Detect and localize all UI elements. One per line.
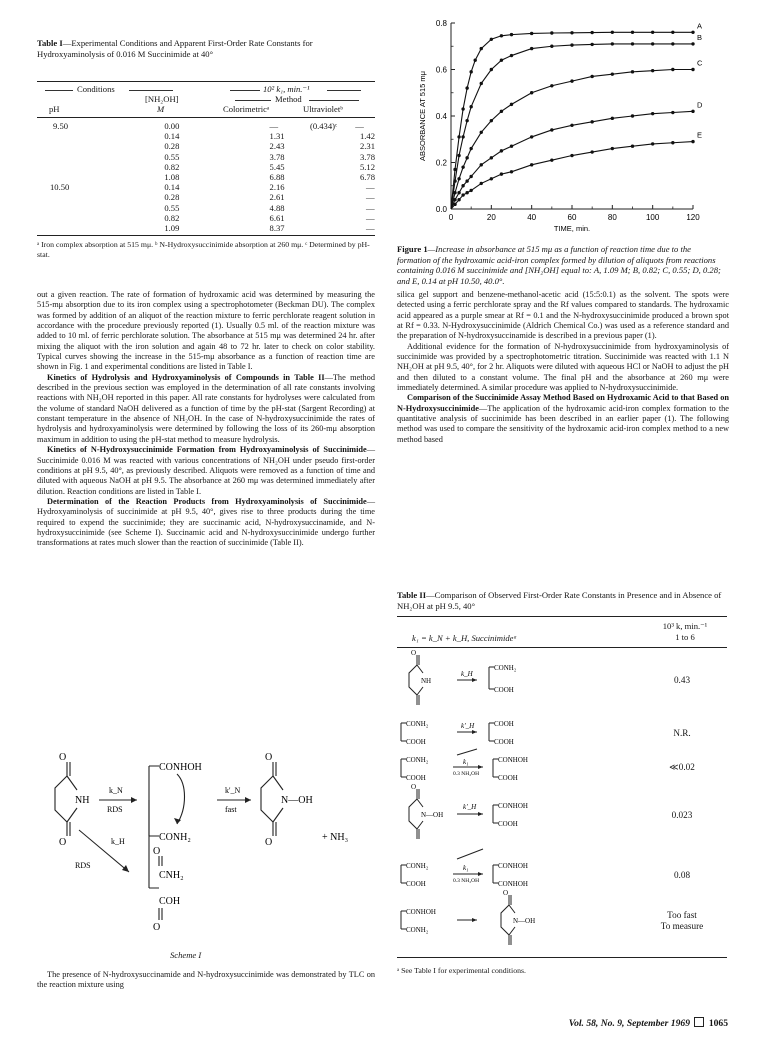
table-row xyxy=(37,141,375,151)
cell-uv: 1.42 xyxy=(359,131,375,142)
figure1-chart xyxy=(395,15,715,240)
cell-conc: 1.09 xyxy=(164,223,180,234)
cell-conc: 0.28 xyxy=(164,192,180,203)
cell-ph xyxy=(37,141,116,151)
scheme-o-6: O xyxy=(153,922,161,933)
cell-col: 6.61 xyxy=(269,212,285,223)
cell-conc: 0.28 xyxy=(164,141,180,152)
table1-caption xyxy=(37,38,377,59)
y-tick-label: 0.6 xyxy=(435,65,447,75)
cell-uv: (0.434)ᶜ xyxy=(309,121,338,131)
cell-uv: 2.31 xyxy=(359,141,375,152)
cell-uv: — xyxy=(365,182,375,193)
data-point-a xyxy=(530,32,533,35)
table-row xyxy=(37,192,375,202)
data-point-b xyxy=(550,45,553,48)
t2-o-4: O xyxy=(411,783,417,791)
x-tick-label: 100 xyxy=(645,213,660,222)
series-line-c xyxy=(451,70,693,210)
method-dash-right xyxy=(309,100,359,101)
t2-rate-2: N.R. xyxy=(673,728,691,738)
table-row xyxy=(37,152,375,162)
t2-cond-3: 0.3 NH₂OH xyxy=(453,771,480,777)
page-number: 1065 xyxy=(708,1018,728,1029)
t2-r1-2: COOH xyxy=(494,720,514,728)
data-point-b xyxy=(570,43,573,46)
t2-l1-3: CONH₂ xyxy=(406,756,429,764)
data-point-e xyxy=(480,182,483,185)
cell-col: 2.61 xyxy=(269,192,285,203)
head-ph: pH xyxy=(49,104,60,114)
y-tick-label: 0.2 xyxy=(435,158,447,168)
t2-l1-6: CONHOH xyxy=(406,908,436,916)
head-conditions: Conditions xyxy=(77,84,115,94)
data-point-c xyxy=(530,91,533,94)
data-point-d xyxy=(490,156,493,159)
table-row xyxy=(37,162,375,172)
data-point-a xyxy=(691,31,694,34)
head-m: M xyxy=(157,104,165,114)
data-point-c xyxy=(469,147,472,150)
method-dash-left xyxy=(235,100,271,101)
left-heading-3: Kinetics of N-Hydroxysuccinimide Formation from Hydroxyaminolysis of Succinimide xyxy=(47,445,367,455)
data-point-a xyxy=(570,31,573,34)
data-point-a xyxy=(590,31,593,34)
t2-k-4: k'_H xyxy=(463,803,477,811)
y-tick-label: 0.8 xyxy=(435,19,447,28)
table1-caption-label: Table I xyxy=(37,38,63,48)
data-point-a xyxy=(465,86,468,89)
t2-r1-1: CONH₂ xyxy=(494,664,517,672)
table2-caption-label: Table II xyxy=(397,590,427,600)
x-tick-label: 60 xyxy=(567,213,577,222)
cell-col: 3.78 xyxy=(269,151,285,162)
y-axis-label: ABSORBANCE AT 515 mμ xyxy=(418,71,427,161)
data-point-b xyxy=(453,179,456,182)
data-point-a xyxy=(631,31,634,34)
t2-noh-6: N—OH xyxy=(513,917,536,925)
data-point-e xyxy=(453,203,456,206)
table-row xyxy=(37,131,375,141)
data-point-e xyxy=(691,140,694,143)
cell-col: 4.88 xyxy=(269,202,285,213)
data-point-d xyxy=(691,110,694,113)
t2-r1-4: CONHOH xyxy=(498,802,528,810)
data-point-e xyxy=(469,189,472,192)
data-point-e xyxy=(465,191,468,194)
scheme-cnh2: CNH₂ xyxy=(159,870,184,881)
data-point-b xyxy=(510,54,513,57)
data-point-a xyxy=(457,135,460,138)
scheme-kn2: k'_N xyxy=(225,786,241,795)
x-axis-label: TIME, min. xyxy=(553,224,591,233)
cell-ph: 9.50 xyxy=(53,121,69,131)
t2-noh-4: N—OH xyxy=(421,811,444,819)
cell-ph: 10.50 xyxy=(50,182,70,193)
data-point-d xyxy=(570,124,573,127)
scheme-o-5: O xyxy=(153,846,161,857)
cell-col: 1.31 xyxy=(269,131,285,142)
data-point-d xyxy=(453,198,456,201)
series-label-e: E xyxy=(697,130,703,140)
scheme-nh: NH xyxy=(75,795,90,806)
cell-conc: 0.14 xyxy=(164,131,180,142)
data-point-b xyxy=(671,42,674,45)
scheme-coh: COH xyxy=(159,896,181,907)
data-point-e xyxy=(500,172,503,175)
scheme-noh: N—OH xyxy=(281,795,313,806)
table-row xyxy=(37,121,375,131)
figure1-caption-text: —Increase in absorbance at 515 mμ as a function of reaction time due to the formation of the hydroxamic acid-iron complex formed by dilution of aliquots from reactions containing 0.016 M succinimide and [NH₂OH] equal to: A, 1.09 M; B, 0.82; C, 0.55; D, 0.28; and E, 0.14 at pH 10.50, 40.0°. xyxy=(397,244,721,286)
series-label-c: C xyxy=(697,58,703,68)
data-point-c xyxy=(457,177,460,180)
x-tick-label: 40 xyxy=(527,213,537,222)
page-footer xyxy=(569,1017,728,1029)
t2-rate-3: ≪0.02 xyxy=(669,762,695,772)
left-heading-2: Kinetics of Hydrolysis and Hydroxyaminolysis of Compounds in Table II xyxy=(47,372,325,382)
table2-mid-rule xyxy=(397,647,727,648)
rate-dash-left xyxy=(230,90,260,91)
cell-ph xyxy=(37,152,116,162)
data-point-e xyxy=(490,177,493,180)
data-point-a xyxy=(671,31,674,34)
y-tick-label: 0.0 xyxy=(435,205,447,214)
conditions-dash-right xyxy=(129,90,173,91)
t2-r2-5: CONHOH xyxy=(498,880,528,888)
left-p4: —Hydroxyaminolysis of succinimide at pH 9.5, 40°, gives rise to three products during the time required to expend the succinimide; they are succinamic acid, N-hydroxysuccinamide, and N-hydroxysuccinimide (see Scheme I). Succinamic acid and N-hydroxysuccinimide undergo further transformations at rates much slower than the reaction of succinimide (Table II). xyxy=(37,496,375,548)
table1-body xyxy=(37,121,375,233)
series-label-b: B xyxy=(697,32,703,42)
head-colorimetric: Colorimetricᵃ xyxy=(223,104,270,114)
t2-l2-3: COOH xyxy=(406,774,426,782)
series-label-d: D xyxy=(697,100,703,110)
data-point-a xyxy=(611,31,614,34)
scheme-o-3: O xyxy=(265,752,273,763)
rate-dash-right xyxy=(327,90,361,91)
t2-rate-6b: To measure xyxy=(660,921,704,931)
table1-footnote: ᵃ Iron complex absorption at 515 mμ. ᵇ N-Hydroxysuccinimide absorption at 260 mμ. ᶜ Determined by pH-stat. xyxy=(37,240,370,259)
data-point-e xyxy=(550,158,553,161)
table2-head-right1: 10³ k, min.⁻¹ xyxy=(662,621,708,631)
data-point-e xyxy=(570,154,573,157)
t2-o-6: O xyxy=(503,889,509,897)
cell-col: 2.16 xyxy=(269,182,285,193)
data-point-e xyxy=(530,163,533,166)
x-tick-label: 0 xyxy=(448,213,454,222)
t2-rate-4: 0.023 xyxy=(671,810,693,820)
cell-uv: — xyxy=(365,202,375,213)
table2-head-right2: 1 to 6 xyxy=(675,632,695,642)
data-point-a xyxy=(474,59,477,62)
data-point-a xyxy=(500,34,503,37)
right-p3: —The application of the hydroxamic acid-iron complex formation to the quantitative analysis of succinimide has been described in an earlier paper (1). The following method was used to compare the sensitivity of the hydroxamic acid-iron complex method to a new method based xyxy=(397,403,729,444)
data-point-e xyxy=(590,150,593,153)
scheme-fast: fast xyxy=(225,805,237,814)
data-point-e xyxy=(671,141,674,144)
right-p2: Additional evidence for the formation of N-hydroxysuccinimide from hydroxyaminolysis of succinimide was provided by a spectrophotometric titration. Succinimide was reacted with 1.1 N NH₂OH at pH 9.5, 40°, for 2 hr. Aliquots were diluted with aqueous HCl or NaOH to adjust the pH and then diluted to a constant volume. The final pH and the absorbance at 260 mμ were immediately determined. A similar procedure was applied to N-hydroxysuccinimide. xyxy=(397,341,729,393)
table1-top-rule xyxy=(37,81,375,82)
series-line-a xyxy=(451,32,693,209)
data-point-b xyxy=(490,68,493,71)
data-point-b xyxy=(651,42,654,45)
table2-bottom-rule xyxy=(397,957,727,958)
table1-caption-text: —Experimental Conditions and Apparent First-Order Rate Constants for Hydroxyaminolysis of 0.016 M Succinimide at 40° xyxy=(37,38,313,59)
x-tick-label: 120 xyxy=(686,213,700,222)
t2-k-1: k_H xyxy=(461,670,473,678)
data-point-c xyxy=(590,75,593,78)
scheme-kn: k_N xyxy=(109,786,123,795)
conditions-dash-left xyxy=(45,90,73,91)
data-point-b xyxy=(530,47,533,50)
data-point-c xyxy=(631,70,634,73)
data-point-c xyxy=(510,103,513,106)
scheme-nh3: + NH₃ xyxy=(322,832,349,843)
scheme-rds-1: RDS xyxy=(107,805,123,814)
succinimide-structure xyxy=(55,762,77,836)
data-point-b xyxy=(480,82,483,85)
table-row xyxy=(37,213,375,223)
table-row xyxy=(37,223,375,233)
data-point-d xyxy=(469,175,472,178)
scheme-o-1: O xyxy=(59,752,67,763)
data-point-c xyxy=(570,79,573,82)
cell-ph xyxy=(37,213,116,223)
cell-col: — xyxy=(269,121,279,131)
t2-l2-6: CONH₂ xyxy=(406,926,429,934)
data-point-e xyxy=(631,145,634,148)
cell-ph xyxy=(37,131,116,141)
t2-r2-3: COOH xyxy=(498,774,518,782)
data-point-b xyxy=(465,119,468,122)
left-p3: —Succinimide 0.016 M was reacted with various concentrations of NH₂OH under pseudo first-order conditions at pH 9.5, 40°, as previously described. Aliquots were removed as a function of time and diluted with aqueous NaOH at pH 9.5. The absorbance at 260 mμ was determined immediately after dilution. Reaction conditions are listed in Table I. xyxy=(37,445,375,496)
head-nh2oh: [NH₂OH] xyxy=(145,94,179,104)
table-row xyxy=(37,203,375,213)
t2-k-5: k₁ xyxy=(463,864,469,872)
data-point-d xyxy=(530,135,533,138)
table2-caption-text: —Comparison of Observed First-Order Rate Constants in Presence and in Absence of NH₂OH at pH 9.5, 40° xyxy=(397,590,722,611)
cell-ph xyxy=(37,192,116,202)
cell-ph xyxy=(37,223,116,233)
table1-mid-rule xyxy=(37,117,375,118)
scheme1 xyxy=(37,748,375,948)
head-rate: 10² k₁, min.⁻¹ xyxy=(263,84,310,94)
x-tick-label: 80 xyxy=(607,213,617,222)
journal-ref: Vol. 58, No. 9, September 1969 xyxy=(568,1018,690,1029)
left-column-text xyxy=(37,290,375,549)
data-point-a xyxy=(469,70,472,73)
data-point-e xyxy=(457,198,460,201)
data-point-e xyxy=(611,147,614,150)
scheme-rds-2: RDS xyxy=(75,861,91,870)
cell-uv: — xyxy=(365,212,375,223)
data-point-b xyxy=(631,42,634,45)
cell-uv2: — xyxy=(355,121,364,131)
t2-r2-2: COOH xyxy=(494,738,514,746)
data-point-d xyxy=(461,184,464,187)
data-point-c xyxy=(461,165,464,168)
table-row xyxy=(37,182,375,192)
cell-uv: 6.78 xyxy=(359,172,375,183)
series-label-a: A xyxy=(697,21,703,31)
cell-col: 8.37 xyxy=(269,223,285,234)
data-point-c xyxy=(651,69,654,72)
cell-ph xyxy=(37,203,116,213)
cell-conc: 0.00 xyxy=(164,121,180,131)
t2-r1-5: CONHOH xyxy=(498,862,528,870)
data-point-c xyxy=(500,110,503,113)
cell-conc: 0.55 xyxy=(164,151,180,162)
scheme-conhoh: CONHOH xyxy=(159,762,202,773)
table2-footnote: ᵃ See Table I for experimental conditions. xyxy=(397,966,526,975)
data-point-b xyxy=(461,135,464,138)
cell-uv: 5.12 xyxy=(359,161,375,172)
cell-uv: 3.78 xyxy=(359,151,375,162)
cell-uv: — xyxy=(365,223,375,234)
head-ultraviolet: Ultravioletᵇ xyxy=(303,104,343,114)
y-tick-label: 0.4 xyxy=(435,112,447,121)
cell-ph xyxy=(37,172,116,182)
cell-col: 6.88 xyxy=(269,172,285,183)
data-point-a xyxy=(550,31,553,34)
t2-k-3: k₁ xyxy=(463,758,469,766)
cell-conc: 1.08 xyxy=(164,172,180,183)
data-point-d xyxy=(651,112,654,115)
data-point-d xyxy=(480,163,483,166)
table2-caption xyxy=(397,590,729,611)
scheme1-caption: Scheme I xyxy=(170,950,202,960)
right-column-text xyxy=(397,290,729,445)
t2-r2-4: COOH xyxy=(498,820,518,828)
data-point-d xyxy=(631,114,634,117)
t2-l2-2: COOH xyxy=(406,738,426,746)
cell-col: 2.43 xyxy=(269,141,285,152)
data-point-c xyxy=(490,119,493,122)
data-point-b xyxy=(590,43,593,46)
left-p2: —The method described in the previous section was employed in the determination of all rate constants involving reactions with NH₂OH reported in this paper. All rate constants for hydrolyses were calculated from the volume of standard NaOH delivered as a function of time by the pH-stat (Sargent Recording) at constant temperature in the absence of NH₂OH. In the case of N-hydroxysuccinimide the rates of hydrolysis and hydroxyaminolysis were determined by following the loss of its 260-mμ absorption maximum in addition to using the pH-stat method to measure hydrolysis. xyxy=(37,372,375,444)
data-point-d xyxy=(465,179,468,182)
data-point-c xyxy=(691,68,694,71)
cell-conc: 0.14 xyxy=(164,182,180,193)
x-tick-label: 20 xyxy=(486,213,496,222)
cell-uv: — xyxy=(365,192,375,203)
data-point-b xyxy=(469,105,472,108)
table2-top-rule xyxy=(397,616,727,617)
t2-k-2: k'_H xyxy=(461,722,475,730)
cell-conc: 0.55 xyxy=(164,202,180,213)
data-point-d xyxy=(611,117,614,120)
data-point-b xyxy=(691,42,694,45)
t2-o: O xyxy=(411,649,417,657)
t2-rate-5: 0.08 xyxy=(673,870,691,880)
left-p1: out a given reaction. The rate of formation of hydroxamic acid was determined by measuring the 515-mμ absorption due to its iron complex using a spectrophotometer (Beckman DU). The complex was formed by addition of an aliquot of the reaction mixture to ferric perchlorate reagent solution in accordance with the procedure previously reported (1). Usually 0.5 ml. of the reaction mixture was added to 10 ml. of ferric perchlorate solution. The absorbance at 515 mμ was determined 24 hr. after mixing the aliquot with the iron solution and again 48 to 72 hr. later to check on color stability. Typical curves showing the increase in the 515-mμ absorbance as a function of reaction time are shown in Fig. 1 and experimental conditions are listed in Table I. xyxy=(37,290,375,372)
left-heading-4: Determination of the Reaction Products from Hydroxyaminolysis of Succinimide xyxy=(47,496,367,506)
data-point-e xyxy=(461,193,464,196)
data-point-a xyxy=(480,47,483,50)
t2-l2-5: COOH xyxy=(406,880,426,888)
scheme-conh2: CONH₂ xyxy=(159,832,191,843)
left-p5-text: The presence of N-hydroxysuccinamide and N-hydroxysuccinimide was demonstrated by TLC on the reaction mixture using xyxy=(37,970,375,990)
t2-rate-1: 0.43 xyxy=(673,675,691,685)
t2-cond-5: 0.3 NH₂OH xyxy=(453,878,480,884)
series-line-e xyxy=(451,142,693,209)
data-point-c xyxy=(671,68,674,71)
data-point-a xyxy=(510,33,513,36)
data-point-c xyxy=(550,84,553,87)
data-point-b xyxy=(611,42,614,45)
t2-l1-2: CONH₂ xyxy=(406,720,429,728)
cell-conc: 0.82 xyxy=(164,161,180,172)
data-point-d xyxy=(457,191,460,194)
t2-nh: NH xyxy=(421,677,432,685)
scheme-o-2: O xyxy=(59,837,67,848)
data-point-c xyxy=(480,131,483,134)
right-p1: silica gel support and benzene-methanol-acetic acid (15:5:0.1) as the solvent. The spots were detected using a ferric perchlorate spray and the Rf values compared to standards. The hydroxamic acid appeared as a purple smear at Rf = 0.1 and the N-hydroxysuccinimide produced a brown spot at Rf = 0.33. N-Hydroxysuccinimide (Aldrich Chemical Co.) was used as a reference standard and the preparation of N-hydroxysuccinamide is described in a previous paper (1). xyxy=(397,290,729,341)
data-point-e xyxy=(510,170,513,173)
cell-col: 5.45 xyxy=(269,161,285,172)
data-point-d xyxy=(550,128,553,131)
t2-r2-1: COOH xyxy=(494,686,514,694)
right-heading-3: Comparison of the Succinimide Assay Method Based on Hydroxamic Acid to that Based on N-Hydroxysuccinimide xyxy=(397,393,729,413)
cell-conc: 0.82 xyxy=(164,212,180,223)
data-point-d xyxy=(510,145,513,148)
data-point-d xyxy=(671,111,674,114)
scheme-o-4: O xyxy=(265,837,273,848)
head-method: Method xyxy=(275,94,302,104)
data-point-d xyxy=(590,120,593,123)
data-point-c xyxy=(453,191,456,194)
data-point-d xyxy=(500,149,503,152)
data-point-b xyxy=(500,59,503,62)
table2-head-left: k₁ = k_N + k_H, Succinimideᵃ xyxy=(412,633,517,643)
figure1-caption xyxy=(397,244,727,286)
data-point-a xyxy=(461,107,464,110)
figure1-caption-label: Figure 1 xyxy=(397,244,428,254)
data-point-c xyxy=(611,72,614,75)
cell-ph xyxy=(37,162,116,172)
table2-structures xyxy=(397,649,637,949)
t2-rate-6: Too fast xyxy=(667,910,697,920)
data-point-b xyxy=(457,154,460,157)
data-point-a xyxy=(651,31,654,34)
data-point-a xyxy=(490,38,493,41)
footer-box-icon xyxy=(694,1017,704,1027)
scheme-kh: k_H xyxy=(111,837,125,846)
table-row xyxy=(37,172,375,182)
t2-r1-3: CONHOH xyxy=(498,756,528,764)
data-point-e xyxy=(651,142,654,145)
left-p5 xyxy=(37,970,375,991)
table1-bottom-rule xyxy=(37,235,375,236)
t2-l1-5: CONH₂ xyxy=(406,862,429,870)
data-point-c xyxy=(465,156,468,159)
